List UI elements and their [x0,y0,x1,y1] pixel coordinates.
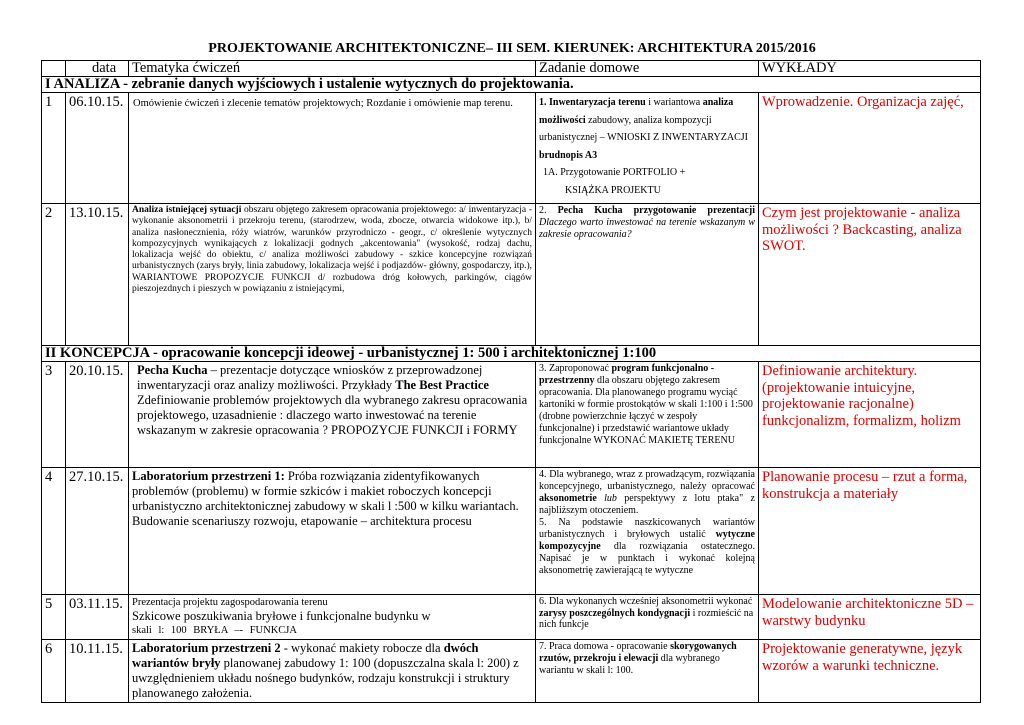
topic-line: Szkicowe poszukiwania bryłowe i funkcjonalne budynku w [132,609,431,623]
row-topic [129,93,536,204]
homework-text: i wariantowa [645,97,703,108]
homework-italic: lub [596,493,617,504]
row-homework [536,595,759,640]
schedule-table [41,60,981,703]
topic-bold: The Best Practice [395,378,489,392]
row-homework [536,362,759,468]
table-row [42,468,981,595]
homework-paragraph [539,517,755,577]
row-lecture: Modelowanie architektoniczne 5D – warstwy budynku [759,595,981,640]
section-title: I ANALIZA - zebranie danych wyjściowych i ustalenie wytycznych do projektowania. [42,77,981,93]
row-lecture: Planowanie procesu – rzut a forma, konstrukcja a materiały [759,468,981,595]
table-row [42,640,981,703]
table-row [42,362,981,468]
topic-text: obszaru objętego zakresem opracowania projektowego: a/ inwentaryzacja - wykonanie aksonometrii i przekroju terenu, (starodrzew, woda, zbocze, otwarcia widokowe itp.), b/ analiza nasłonecznienia, róży wiatrów, warunków przyrodniczo - geogr., c/ określenie wytycznych kompozycyjnych wynikających z lokalizacji godnych „akcentowania" (wysokość, rodzaj dachu, lokalizacja wejść do obiektu, c/ analiza możliwości zabudowy - szkice koncepcyjne rozwiązań urbanistycznych (zarys bryły, linia zabudowy, lokalizacja wejść i podjazdów- główny, gospodarczy, itp.), WARIANTOWE PROPOZYCJE FUNKCJI d/ rozbudowa dróg kołowych, parkingów, ciągów pieszojezdnych i pieszych w powiązaniu z istniejącymi, [132,205,532,295]
homework-text: 3. Zaproponować [539,363,612,374]
row-number: 5 [42,595,66,640]
topic-text: Zdefiniowanie problemów projektowych dla wybranego zakresu opracowania projektowego, uzasadnienie : dlaczego warto inwestować na terenie wskazanym w zakresie opracowania ? PROPOZYCJE FUNKCJI i FORMY [137,393,528,437]
row-date: 10.11.15. [66,640,129,703]
homework-text: dla wybranego wariantu w skali l: 100. [539,653,720,676]
row-homework [536,640,759,703]
row-lecture: Czym jest projektowanie - analiza możliwości ? Backcasting, analiza SWOT. [759,204,981,346]
homework-bold: skorygowanych rzutów, przekroju i elewacji [539,641,737,664]
homework-text: dla obszaru objętego zakresem opracowania. Dla planowanego programu wyciąć kartoniki w formie prostokątów w skali 1:100 i 1:500 (drobne powierzchnie łączyć w zespoły funkcjonalne) i przedstawić wariantowe układy funkcjonalne WYKONAĆ MAKIETĘ TERENU [539,375,753,446]
row-number: 2 [42,204,66,346]
row-date: 20.10.15. [66,362,129,468]
section-analiza [42,77,981,93]
row-topic [129,362,536,468]
row-topic [129,595,536,640]
header-topic: Tematyka ćwiczeń [129,61,536,77]
homework-text: 5. Na podstawie naszkicowanych wariantów urbanistycznych i bryłowych ustalić [539,517,755,540]
homework-text: 2. [539,205,558,216]
topic-text: - wykonać makiety robocze dla [280,641,444,655]
topic-line: Prezentacja projektu zagospodarowania terenu [132,597,328,608]
topic-bold: dwóch wariantów bryły [132,641,479,670]
topic-bold: Laboratorium przestrzeni 1: [132,469,285,483]
homework-text: 7. Praca domowa - opracowanie [539,641,671,652]
header-date: data [66,61,129,77]
topic-line: skali l: 100 BRYŁA –- FUNKCJA [132,625,297,636]
row-date: 13.10.15. [66,204,129,346]
header-row [42,61,981,77]
homework-text: i rozmieścić na nich funkcje [539,607,754,630]
page-title: PROJEKTOWANIE ARCHITEKTONICZNE– III SEM. KIERUNEK: ARCHITEKTURA 2015/2016 [208,41,816,56]
row-homework [536,204,759,346]
header-number [42,61,66,77]
row-topic [129,468,536,595]
homework-text: 1A. Przygotowanie PORTFOLIO + [543,167,686,178]
homework-text: KSIĄŻKA PROJEKTU [565,184,661,196]
row-number: 4 [42,468,66,595]
row-homework [536,468,759,595]
topic-text: planowanej zabudowy 1: 100 (dopuszczalna skala l: 200) z uwzględnieniem układu nośnego budynków, rodzaju konstrukcji i struktury planowanego założenia. [132,656,519,700]
row-topic [129,204,536,346]
topic-text: Próba rozwiązania zidentyfikowanych problemów (problemu) w formie szkiców i makiet roboczych koncepcji urbanistyczno architektonicznej zabudowy w skali l :500 w kilku wariantach. Budowanie scenariuszy rozwoju, etapowanie – architektura procesu [132,469,519,528]
homework-text: 6. Dla wykonanych wcześniej aksonometrii wykonać [539,596,753,607]
row-number: 1 [42,93,66,204]
row-number: 6 [42,640,66,703]
row-date: 03.11.15. [66,595,129,640]
homework-bold: program funkcjonalno - przestrzenny [539,363,715,386]
header-homework: Zadanie domowe [536,61,759,77]
row-lecture: Projektowanie generatywne, język wzorów a warunki techniczne. [759,640,981,703]
row-date: 06.10.15. [66,93,129,204]
section-koncepcja [42,346,981,362]
homework-bold: brudnopis A3 [539,149,598,161]
table-row [42,595,981,640]
row-homework [536,93,759,204]
topic-bold: Laboratorium przestrzeni 2 [132,641,281,655]
homework-text: perspektywy z lotu ptaka" z najbliższym otoczeniem. [539,493,755,516]
homework-bold: zarysy poszczególnych kondygnacji [539,607,691,619]
homework-bold: aksonometrie [539,493,597,504]
homework-bold: analiza możliwości [539,97,734,126]
homework-bold: 1. Inwentaryzacja terenu [539,97,646,108]
section-title: II KONCEPCJA - opracowanie koncepcji ideowej - urbanistycznej 1: 500 i architektonicznej 1:100 [42,346,981,362]
table-row [42,93,981,204]
topic-text: – prezentacje dotyczące wniosków z przeprowadzonej inwentaryzacji oraz analizy możliwości. Przykłady [137,363,483,392]
homework-italic: Dlaczego warto inwestować na terenie wskazanym w zakresie opracowania? [539,217,755,240]
row-number: 3 [42,362,66,468]
homework-text: zabudowy, analiza kompozycji urbanistycznej – WNIOSKI Z INWENTARYZACJI [539,114,748,143]
homework-text: 4. Dla wybranego, wraz z prowadzącym, rozwiązania koncepcyjnego, urbanistycznego, należy opracować [539,469,755,492]
row-lecture: Wprowadzenie. Organizacja zajęć, [759,93,981,204]
table-row [42,204,981,346]
homework-bold: wytyczne kompozycyjne [539,529,755,552]
topic-bold: Pecha Kucha [137,363,208,377]
topic-text: Omówienie ćwiczeń i zlecenie tematów projektowych; Rozdanie i omówienie map terenu. [133,98,513,109]
row-date: 27.10.15. [66,468,129,595]
row-topic [129,640,536,703]
homework-text: dla rozwiązania ostatecznego. Napisać je w punktach i wykonać kolejną aksonometrię zawierającą te wytyczne [539,541,755,576]
row-lecture: Definiowanie architektury. (projektowanie intuicyjne, projektowanie racjonalne) funkcjonalizm, formalizm, holizm [759,362,981,468]
topic-bold: Analiza istniejącej sytuacji [132,205,242,215]
homework-bold: Pecha Kucha przygotowanie prezentacji [557,205,756,216]
header-lectures: WYKŁADY [759,61,981,77]
